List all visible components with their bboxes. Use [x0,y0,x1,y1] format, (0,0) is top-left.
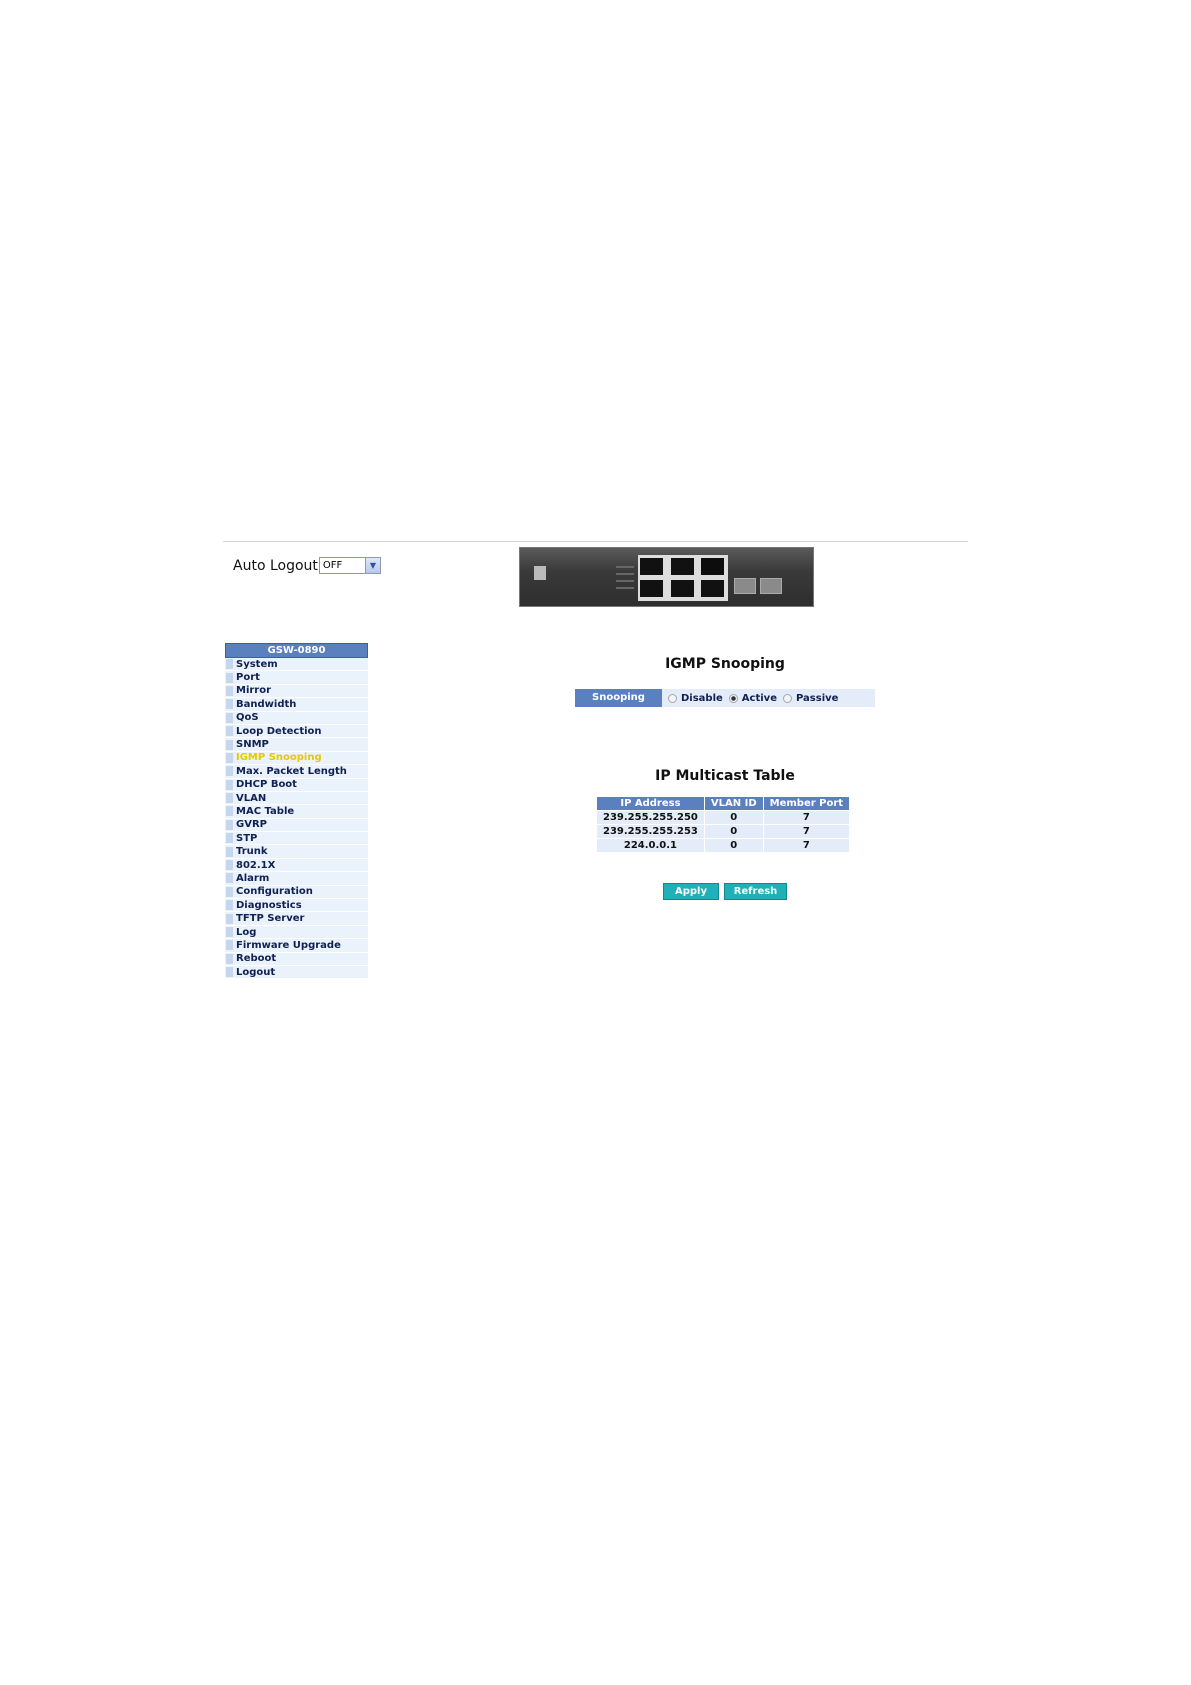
menu-bullet-icon [226,713,233,723]
sidebar-item-mirror[interactable] [225,685,368,698]
sidebar-item-label: Max. Packet Length [236,765,347,777]
sidebar-item-alarm[interactable] [225,872,368,885]
sidebar-item-label: VLAN [236,792,267,804]
menu-bullet-icon [226,780,233,790]
sidebar-item-tftp-server[interactable] [225,912,368,925]
ip-address-cell: 239.255.255.250 [597,811,705,825]
option-passive-label: Passive [795,692,839,704]
vlan-id-cell: 0 [704,825,763,839]
sidebar-item-logout[interactable] [225,966,368,979]
sidebar-item-label: Reboot [236,953,277,965]
sidebar-item-label: Configuration [236,886,313,898]
sidebar-item-label: IGMP Snooping [236,752,322,764]
auto-logout-label: Auto Logout [233,557,318,574]
column-header: Member Port [763,797,849,811]
menu-bullet-icon [226,766,233,776]
port-icon [671,580,694,597]
refresh-button[interactable]: Refresh [724,883,787,900]
sidebar-item-label: 802.1X [236,859,276,871]
sidebar-item-trunk[interactable] [225,845,368,858]
vlan-id-cell: 0 [704,839,763,853]
sidebar-item-system[interactable] [225,658,368,671]
member-port-cell: 7 [763,825,849,839]
port-icon [701,558,724,575]
menu-bullet-icon [226,940,233,950]
sidebar-item-reboot[interactable] [225,953,368,966]
sidebar-item-diagnostics[interactable] [225,899,368,912]
snooping-mode-label: Snooping Mode [575,689,662,707]
menu-bullet-icon [226,833,233,843]
port-icon [640,580,663,597]
ip-address-cell: 239.255.255.253 [597,825,705,839]
menu-bullet-icon [226,847,233,857]
sidebar-item-label: Diagnostics [236,899,302,911]
menu-bullet-icon [226,967,233,977]
sidebar-item-port[interactable] [225,671,368,684]
status-leds [616,566,634,594]
sidebar-item-label: Log [236,926,257,938]
sidebar-item-802-1x[interactable] [225,859,368,872]
menu-bullet-icon [226,673,233,683]
auto-logout-value: OFF [322,560,343,571]
brand-logo-icon [534,566,546,580]
sidebar-item-gvrp[interactable] [225,819,368,832]
apply-button[interactable]: Apply [663,883,719,900]
menu-bullet-icon [226,887,233,897]
sidebar-item-label: TFTP Server [236,913,305,925]
sidebar-item-snmp[interactable] [225,738,368,751]
table-row [597,825,850,839]
sidebar-item-mac-table[interactable] [225,805,368,818]
sidebar-item-label: STP [236,832,258,844]
member-port-cell: 7 [763,839,849,853]
menu-bullet-icon [226,686,233,696]
table-row [597,839,850,853]
sidebar-item-label: GVRP [236,819,267,831]
sidebar-item-dhcp-boot[interactable] [225,779,368,792]
menu-bullet-icon [226,793,233,803]
radio-passive[interactable] [783,694,792,703]
menu-bullet-icon [226,699,233,709]
radio-disable[interactable] [668,694,677,703]
sidebar-item-configuration[interactable] [225,886,368,899]
member-port-cell: 7 [763,811,849,825]
switch-web-ui [223,541,968,980]
sidebar-item-label: System [236,658,278,670]
port-icon [671,558,694,575]
menu-bullet-icon [226,659,233,669]
sidebar-title: GSW-0890 [225,643,368,658]
sidebar-item-qos[interactable] [225,712,368,725]
menu-bullet-icon [226,820,233,830]
sidebar-item-label: QoS [236,712,259,724]
ethernet-ports [638,555,728,601]
igmp-title: IGMP Snooping [665,656,785,672]
sidebar-item-log[interactable] [225,926,368,939]
sidebar-item-label: Firmware Upgrade [236,939,341,951]
sidebar-item-max-packet-length[interactable] [225,765,368,778]
column-header: IP Address [597,797,705,811]
switch-front-panel-image [519,547,814,607]
sidebar-item-firmware-upgrade[interactable] [225,939,368,952]
sidebar-item-label: MAC Table [236,806,295,817]
menu-bullet-icon [226,900,233,910]
menu-bullet-icon [226,927,233,937]
sidebar-item-loop-detection[interactable] [225,725,368,738]
menu-bullet-icon [226,806,233,816]
menu-bullet-icon [226,740,233,750]
sfp-slot-icon [734,578,756,594]
sidebar-item-label: DHCP Boot [236,779,297,791]
auto-logout-select[interactable] [319,557,381,574]
multicast-title: IP Multicast Table [655,768,795,784]
sidebar-item-label: Trunk [236,846,268,858]
sidebar-item-label: SNMP [236,739,269,751]
port-icon [640,558,663,575]
option-disable-label: Disable [681,692,723,704]
menu-bullet-icon [226,954,233,964]
table-header-row [597,797,850,811]
vlan-id-cell: 0 [704,811,763,825]
chevron-down-icon: ▼ [365,558,380,573]
radio-active[interactable] [729,694,738,703]
sidebar-items [225,658,368,979]
sfp-slot-icon [760,578,782,594]
sidebar-item-bandwidth[interactable] [225,698,368,711]
snooping-mode-row [575,689,875,721]
menu-bullet-icon [226,860,233,870]
menu-bullet-icon [226,726,233,736]
sidebar-item-stp[interactable] [225,832,368,845]
column-header: VLAN ID [704,797,763,811]
sidebar-item-label: Mirror [236,685,272,697]
option-active-label: Active [741,692,777,704]
auto-logout [233,557,381,574]
sidebar-item-label: Bandwidth [236,698,297,710]
port-icon [701,580,724,597]
sidebar-item-label: Alarm [236,872,270,884]
sidebar-item-vlan[interactable] [225,792,368,805]
multicast-table [596,796,850,853]
menu-bullet-icon [226,914,233,924]
sidebar-item-label: Loop Detection [236,725,322,737]
sidebar-item-label: Logout [236,966,276,978]
menu-bullet-icon [226,753,233,763]
table-row [597,811,850,825]
menu-bullet-icon [226,873,233,883]
sidebar-item-label: Port [236,672,260,684]
sidebar-menu [225,643,368,979]
ip-address-cell: 224.0.0.1 [597,839,705,853]
sidebar-item-igmp-snooping[interactable] [225,752,368,765]
